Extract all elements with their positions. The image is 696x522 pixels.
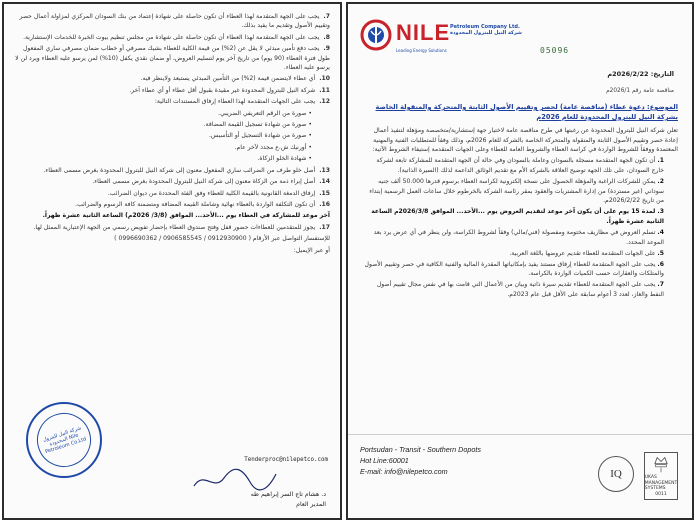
- iso-certification-icon: [598, 456, 634, 492]
- nile-emblem-icon: [360, 18, 392, 52]
- company-name-ar: شركة النيل للبترول المحدودة: [450, 30, 522, 36]
- left-page-body: [14, 12, 330, 257]
- brand-tagline: Leading Energy Solutions: [396, 48, 447, 53]
- brand-name: NILE: [396, 20, 451, 45]
- intro-paragraph: تعلن شركة النيل للبترول المحدودة عن رغبتها في طرح مناقصة عامة لاختيار جهة إستشارية/متخصصة ومؤهلة لتنفيذ أعمال إعادة حصر وتقييم الأصول الثابتة والمنقولة والمتحركة الخاصة بالشركة للعام 2026م، وذلك وفقاً للمتطلبات الفنية والمهنية المعتمدة ووفقاً للشروط الواردة في كراسة العطاء والشروط العامة للعطاء وعلى الجهات المتقدمة إستيفاء الشروط الآتية:: [372, 127, 678, 154]
- email-label: أو عبر الإيميل:: [293, 246, 330, 254]
- footer-address: Portsudan - Transit - Southern Dopots: [360, 445, 481, 454]
- iso-mark: IQ: [610, 468, 622, 480]
- clause-9: 9. يجب دفع تأمين مبدئي لا يقل عن (2%) من قيمة الكلية للعطاء بشيك مصرفي أو خطاب ضمان مصرفي ساري المفعول طول فترة العطاء (90 يوم) من تاريخ آخر يوم لتسليم العروض، أو ضمان نقدي يكفل (10%) لمن يرسو عليه العطاء ويرد لن لا يرسو عليه العطاء.: [15, 45, 330, 72]
- inquiry-phones: للإستفسار التواصل عبر الأرقام ( 0912930900 / 0906585545 / 0996690362 ): [114, 235, 330, 243]
- clause-17: 17. يجوز للمتقدمين للعطاءات حضور قفل وفتح صندوق العطاء بإحضار تفويض رسمي من الجهة الإعتبارية الممثل لها.: [33, 223, 330, 231]
- company-stamp: [26, 402, 102, 478]
- clause-12: 12. يجب على الجهات المتقدمة لهذا العطاء إرفاق المستندات التالية:: [154, 98, 330, 106]
- letter-subject: الموضوع: دعوة عطاء (مناقصة عامة) لحصر وتقييم الأصول الثابتة والمتحركة والمنقولة الخاصة بشركة النيل للبترول المحدودة للعام 2026م: [375, 103, 678, 121]
- tender-number: مناقصة عامة رقم 2026/1م: [606, 88, 674, 94]
- serial-number: 05096: [540, 46, 570, 55]
- clause-16: 16. أن تكون التكلفة الواردة بالعطاء نهائية وشاملة القيمة المضافة ومتضمنة كافة الرسوم والضرائب.: [75, 200, 330, 208]
- clause-8: 8. يجب على الجهة المتقدمة لهذا العطاء أن تكون حاصلة على شهادة من مجلس تنظيم بيوت الخبرة للخدمات الإستشارية.: [23, 33, 330, 41]
- clause-10: 10. أي عطاء لايتضمن قيمة (2%) من التأمين المبدئي يستبعد ولاينظر فيه.: [140, 75, 330, 83]
- required-doc: • صورة من شهادة التسجيل أو التأسيس.: [208, 132, 312, 140]
- ukas-crown-icon: [650, 453, 672, 473]
- condition-6: 6. يجب على الجهة المتقدمة للعطاء إرفاق مستند يفيد بإمكانياتها المقدرة المالية والفنية الكافية في حصر وتقييم الأصول والمتلكات والعقارات حسب الكميات الواردة بالكراسة.: [364, 260, 664, 278]
- nile-logo: [360, 18, 520, 54]
- tender-email[interactable]: Tenderproc@nilepetco.com: [244, 457, 328, 463]
- signatory-block: [251, 490, 326, 510]
- right-page-body: [364, 126, 678, 301]
- submission-deadline: آخر موعد للمشاركة في العطاء يوم ...الأحد... الموافق (3/8/ 2026م) الساعة الثانية عشرة ظهراً.: [42, 212, 330, 220]
- ukas-code: 0011: [655, 491, 667, 497]
- condition-4: 4. تسلم العروض في مظاريف مختومة ومفصولة (فني/مالي) وفقاً لشروط الكراسة، ولن ينظر في أي عرض يرد بعد الموعد المحدد.: [373, 228, 664, 246]
- document-page-right: [346, 2, 694, 520]
- condition-7: 7. يجب على الجهة المتقدمة للعطاء تقديم سيرة ذاتية وبيان من الأعمال التي قامت بها في نفس مجال تقييم أصول النفط والغاز، لعدد 3 أعوام سابقة على الأقل قبل عام 2023م.: [376, 281, 664, 298]
- signatory-name: د. هشام تاج السر إبراهيم طه: [250, 491, 326, 498]
- document-page-left: [2, 2, 342, 520]
- footer-email[interactable]: E-mail: info@nilepetco.com: [360, 467, 448, 476]
- clause-13: 13. أصل خلو طرف من الضرائب ساري المفعول معنون إلى شركة النيل للبترول المحدودة بغرض مسمى العطاء.: [43, 166, 330, 174]
- footer-hotline: Hot Line:60001: [360, 456, 409, 465]
- condition-5: 5. على الجهات المتقدمة للعطاء تقديم عروضها باللغة العربية.: [509, 249, 664, 257]
- required-doc: • صورة من الرقم التعريفي الضريبي.: [218, 109, 312, 117]
- condition-1: 1. أن تكون الجهة المتقدمة مسجلة بالسودان وعاملة بالسودان وفي حالة أن الجهة المتقدمة للمشاركة تابعة لشركة خارج السودان، على تلك الجهة توضيح العلاقة بالشركة الأم مع تقديم الوثائق الداعمة لذلك (السيرة الذاتية).: [376, 157, 664, 174]
- footer-contact: [360, 444, 481, 477]
- company-name-en: Petroleum Company Ltd.: [450, 24, 520, 30]
- required-doc: • أورنيك ش.ع مجدد لآخر عام.: [234, 143, 312, 151]
- condition-3: 3. لمدة 15 يوم على أن يكون آخر موعد لتقديم العروض يوم ...الأحد... الموافق 2026/3/8م الساعة الثانية عشرة ظهراً.: [371, 208, 664, 225]
- required-doc: • شهادة الخلو الزكاة.: [257, 155, 312, 163]
- clause-11: 11. شركة النيل للبترول المحدودة غير مقيدة بقبول أقل عطاء أو أي عطاء آخر.: [129, 86, 330, 94]
- required-doc: • صورة من شهادة تسجيل القيمة المضافة.: [203, 121, 312, 129]
- condition-2: 2. يمكن للشركات الراغبة والمؤهلة الحصول على نسخة إلكترونية لكراسة العطاء برسوم قدرها 50.000 ألف جنيه سوداني (غير مستردة) من إدارة المشتريات والعقود بمقر رئاسة الشركة بالخرطوم خلال ساعات العمل الرسمية إبتداء من تاريخ 2026/2/22م.: [369, 177, 664, 205]
- clause-14: 14. أصل إبراء ذمة من الزكاة معنون إلى شركة النيل للبترول المحدودة بغرض مسمى العطاء.: [92, 178, 330, 186]
- company-name-block: [450, 24, 522, 36]
- clause-15: 15. إرفاق الدمغة القانونية بالقيمة الكلية للعطاء وفق الفئة المحددة من ديوان الضرائب.: [107, 189, 330, 197]
- ukas-label: UKAS MANAGEMENT SYSTEMS: [644, 475, 678, 491]
- letter-date: التاريخ: 2026/2/22م: [607, 70, 674, 78]
- company-stamp-text: شركة النيل للبترول المحدودة Nile Petroleum Co.Ltd: [30, 406, 98, 474]
- signatory-title: المدير العام: [296, 501, 326, 508]
- ukas-certification-icon: [644, 452, 678, 500]
- footer-divider: [348, 434, 692, 435]
- clause-7: 7. يجب على الجهة المتقدمة لهذا العطاء أن تكون حاصلة على شهادة إعتماد من بنك السودان المركزي لمزاولة أعمال حصر وتقييم الأصول وتقديم ما يفيد بذلك.: [19, 13, 330, 30]
